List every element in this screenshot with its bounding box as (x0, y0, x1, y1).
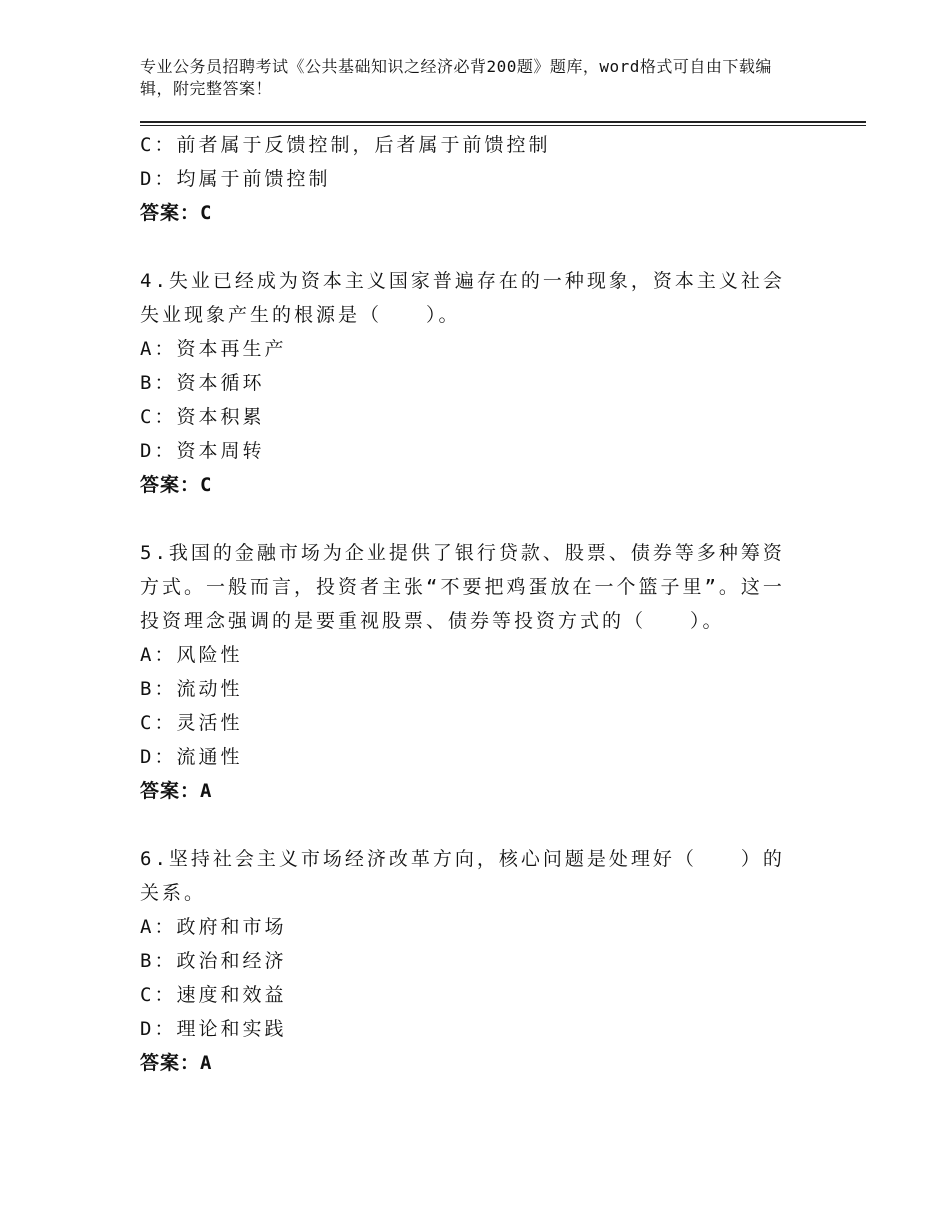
option-a: A：政府和市场 (140, 916, 287, 938)
question-stem: 6.坚持社会主义市场经济改革方向，核心问题是处理好（ ）的关系。 (140, 848, 785, 904)
spacer (140, 230, 800, 264)
header-rule-thin (140, 125, 866, 126)
option-a: A：风险性 (140, 644, 243, 666)
option-c: C：灵活性 (140, 712, 243, 734)
answer-label: 答案：C (140, 474, 213, 496)
answer-label: 答案：A (140, 1052, 213, 1074)
option-c: C：前者属于反馈控制，后者属于前馈控制 (140, 134, 551, 156)
header-rule-thick (140, 121, 866, 123)
option-b: B：政治和经济 (140, 950, 287, 972)
question-5 (140, 536, 800, 808)
option-d: D：资本周转 (140, 440, 265, 462)
spacer (140, 502, 800, 536)
question-3-tail (140, 128, 800, 230)
answer-label: 答案：A (140, 780, 213, 802)
option-d: D：理论和实践 (140, 1018, 287, 1040)
page-header: 专业公务员招聘考试《公共基础知识之经济必背200题》题库，word格式可自由下载编辑，附完整答案！ (140, 57, 772, 98)
option-d: D：均属于前馈控制 (140, 168, 331, 190)
question-content (140, 128, 800, 1080)
option-d: D：流通性 (140, 746, 243, 768)
question-6 (140, 842, 800, 1080)
question-4 (140, 264, 800, 502)
option-b: B：资本循环 (140, 372, 265, 394)
question-stem: 4.失业已经成为资本主义国家普遍存在的一种现象，资本主义社会失业现象产生的根源是（ ）。 (140, 270, 785, 326)
option-c: C：速度和效益 (140, 984, 287, 1006)
option-c: C：资本积累 (140, 406, 265, 428)
question-stem: 5.我国的金融市场为企业提供了银行贷款、股票、债券等多种筹资方式。一般而言，投资者主张“不要把鸡蛋放在一个篮子里”。这一投资理念强调的是要重视股票、债券等投资方式的（ ）。 (140, 542, 785, 632)
spacer (140, 808, 800, 842)
option-a: A：资本再生产 (140, 338, 287, 360)
option-b: B：流动性 (140, 678, 243, 700)
answer-label: 答案：C (140, 202, 213, 224)
